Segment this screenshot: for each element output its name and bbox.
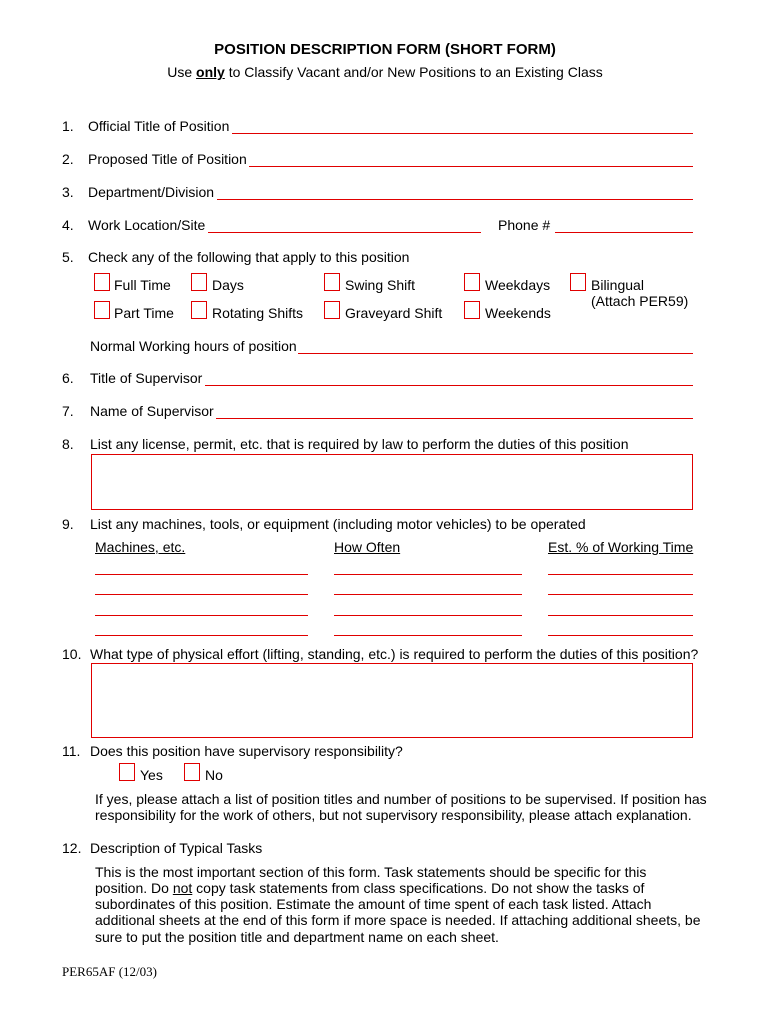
q6-label: Title of Supervisor xyxy=(90,370,203,386)
rotating-shifts-checkbox[interactable] xyxy=(191,301,207,319)
tasks-paragraph-line-4: additional sheets at the end of this form if more space is needed. If attaching additional sheets, be xyxy=(95,912,701,928)
how-often-row-4[interactable] xyxy=(334,635,522,636)
percent-time-row-3[interactable] xyxy=(548,615,693,616)
form-code: PER65AF (12/03) xyxy=(62,964,157,979)
bilingual-note: (Attach PER59) xyxy=(591,293,689,309)
supervisory-note-line-2: responsibility for the work of others, but not supervisory responsibility, please attach explanation. xyxy=(95,807,692,823)
q1-number: 1. xyxy=(62,118,74,134)
percent-time-row-1[interactable] xyxy=(548,574,693,575)
tasks-paragraph-line-5: sure to put the position title and department name on each sheet. xyxy=(95,929,499,945)
q4-number: 4. xyxy=(62,217,74,233)
q11-number: 11. xyxy=(62,743,81,759)
how-often-row-1[interactable] xyxy=(334,574,522,575)
machines-row-1[interactable] xyxy=(95,574,308,575)
q2-label: Proposed Title of Position xyxy=(88,151,247,167)
working-hours-label: Normal Working hours of position xyxy=(90,338,297,354)
phone-label: Phone # xyxy=(498,217,551,233)
q5-label: Check any of the following that apply to this position xyxy=(88,249,410,265)
how-often-column-header: How Often xyxy=(334,539,401,555)
working-hours-field[interactable] xyxy=(298,353,693,354)
form-subtitle: Use only to Classify Vacant and/or New Positions to an Existing Class xyxy=(167,64,603,80)
q1-label: Official Title of Position xyxy=(88,118,230,134)
weekends-checkbox[interactable] xyxy=(464,301,480,319)
percent-time-column-header: Est. % of Working Time xyxy=(548,539,694,555)
part-time-label: Part Time xyxy=(114,305,174,321)
swing-shift-checkbox[interactable] xyxy=(324,273,340,291)
q12-number: 12. xyxy=(62,840,82,856)
supervisory-no-label: No xyxy=(205,767,223,783)
q10-number: 10. xyxy=(62,646,82,662)
tasks-paragraph-line-2: position. Do not copy task statements from class specifications. Do not show the tasks of xyxy=(95,880,645,896)
supervisory-no-checkbox[interactable] xyxy=(184,763,200,781)
swing-shift-label: Swing Shift xyxy=(345,277,416,293)
weekends-label: Weekends xyxy=(485,305,551,321)
how-often-row-2[interactable] xyxy=(334,594,522,595)
proposed-title-field[interactable] xyxy=(249,166,693,167)
supervisory-note-line-1: If yes, please attach a list of position titles and number of positions to be supervised. If position has xyxy=(95,791,707,807)
days-checkbox[interactable] xyxy=(191,273,207,291)
q3-number: 3. xyxy=(62,184,74,200)
q3-label: Department/Division xyxy=(88,184,215,200)
q7-number: 7. xyxy=(62,403,74,419)
supervisory-yes-label: Yes xyxy=(140,767,163,783)
graveyard-shift-label: Graveyard Shift xyxy=(345,305,443,321)
percent-time-row-2[interactable] xyxy=(548,594,693,595)
phone-field[interactable] xyxy=(555,232,693,233)
rotating-shifts-label: Rotating Shifts xyxy=(212,305,304,321)
supervisor-title-field[interactable] xyxy=(205,385,693,386)
supervisory-yes-checkbox[interactable] xyxy=(119,763,135,781)
machines-row-2[interactable] xyxy=(95,594,308,595)
machines-column-header: Machines, etc. xyxy=(95,539,186,555)
license-permit-textarea[interactable] xyxy=(91,454,693,510)
part-time-checkbox[interactable] xyxy=(94,301,110,319)
bilingual-label: Bilingual xyxy=(591,277,644,293)
percent-time-row-4[interactable] xyxy=(548,635,693,636)
bilingual-checkbox[interactable] xyxy=(570,273,586,291)
full-time-checkbox[interactable] xyxy=(94,273,110,291)
q9-number: 9. xyxy=(62,516,74,532)
q2-number: 2. xyxy=(62,151,74,167)
not-emphasis: not xyxy=(172,880,193,896)
weekdays-label: Weekdays xyxy=(485,277,551,293)
q7-label: Name of Supervisor xyxy=(90,403,214,419)
physical-effort-textarea[interactable] xyxy=(91,663,693,738)
how-often-row-3[interactable] xyxy=(334,615,522,616)
q8-label: List any license, permit, etc. that is required by law to perform the duties of this position xyxy=(90,436,629,452)
q8-number: 8. xyxy=(62,436,74,452)
graveyard-shift-checkbox[interactable] xyxy=(324,301,340,319)
tasks-paragraph-line-3: subordinates of this position. Estimate the amount of time spent of each task listed. Attach xyxy=(95,896,652,912)
q10-label: What type of physical effort (lifting, standing, etc.) is required to perform the duties of this position? xyxy=(90,646,699,662)
supervisor-name-field[interactable] xyxy=(216,418,693,419)
q6-number: 6. xyxy=(62,370,74,386)
q5-number: 5. xyxy=(62,249,74,265)
weekdays-checkbox[interactable] xyxy=(464,273,480,291)
machines-row-3[interactable] xyxy=(95,615,308,616)
q9-label: List any machines, tools, or equipment (including motor vehicles) to be operated xyxy=(90,516,586,532)
form-title: POSITION DESCRIPTION FORM (SHORT FORM) xyxy=(214,41,556,58)
q12-label: Description of Typical Tasks xyxy=(90,840,263,856)
days-label: Days xyxy=(212,277,244,293)
q4-label: Work Location/Site xyxy=(88,217,206,233)
work-location-field[interactable] xyxy=(208,232,481,233)
official-title-field[interactable] xyxy=(232,133,693,134)
department-division-field[interactable] xyxy=(217,199,693,200)
subtitle-emphasis: only xyxy=(196,64,225,80)
machines-row-4[interactable] xyxy=(95,635,308,636)
q11-label: Does this position have supervisory responsibility? xyxy=(90,743,403,759)
tasks-paragraph-line-1: This is the most important section of this form. Task statements should be specific for this xyxy=(95,864,647,880)
full-time-label: Full Time xyxy=(114,277,171,293)
